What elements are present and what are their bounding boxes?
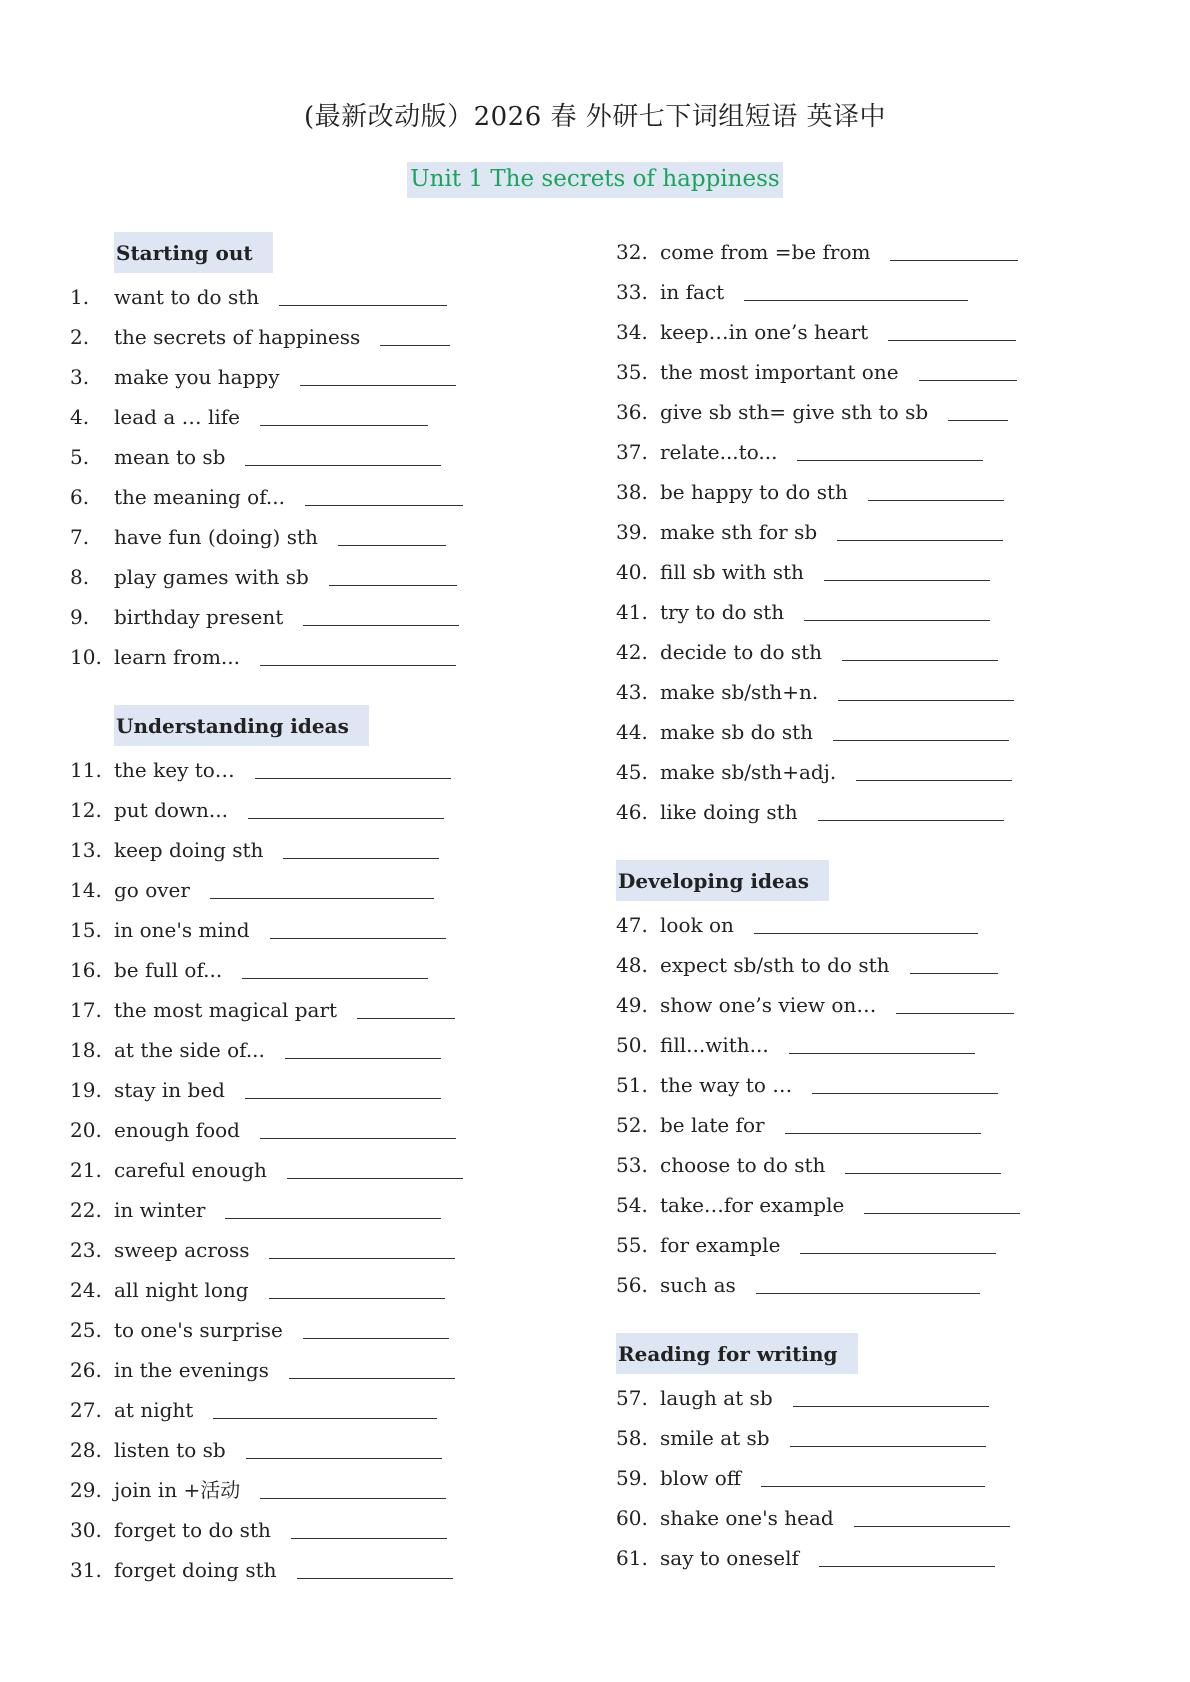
phrase-item — [70, 870, 550, 910]
answer-blank[interactable] — [854, 1500, 1010, 1527]
phrase-text: in one's mind — [114, 918, 250, 942]
phrase-text: the way to … — [660, 1073, 793, 1097]
unit-title-wrap — [0, 162, 1190, 198]
phrase-text: decide to do sth — [660, 640, 823, 664]
answer-blank[interactable] — [329, 559, 457, 586]
item-number: 3. — [70, 365, 90, 389]
phrase-item — [70, 517, 550, 557]
phrase-item — [70, 790, 550, 830]
answer-blank[interactable] — [888, 314, 1016, 341]
answer-blank[interactable] — [248, 792, 444, 819]
item-number: 41. — [616, 600, 648, 624]
answer-blank[interactable] — [338, 519, 446, 546]
phrase-item — [70, 357, 550, 397]
phrase-item — [616, 512, 1096, 552]
phrase-text: go over — [114, 878, 190, 902]
phrase-item — [616, 1498, 1096, 1538]
item-number: 33. — [616, 280, 648, 304]
phrase-item — [616, 592, 1096, 632]
answer-blank[interactable] — [260, 399, 428, 426]
answer-blank[interactable] — [289, 1352, 455, 1379]
answer-blank[interactable] — [357, 992, 455, 1019]
phrase-text: make sb/sth+adj. — [660, 760, 837, 784]
answer-blank[interactable] — [269, 1232, 455, 1259]
answer-blank[interactable] — [260, 639, 456, 666]
item-number: 51. — [616, 1073, 648, 1097]
answer-blank[interactable] — [948, 394, 1008, 421]
phrase-item — [616, 1105, 1096, 1145]
phrase-text: the secrets of happiness — [114, 325, 361, 349]
item-number: 39. — [616, 520, 648, 544]
answer-blank[interactable] — [297, 1552, 453, 1579]
phrase-text: say to oneself — [660, 1546, 799, 1570]
phrase-list — [70, 277, 550, 677]
answer-blank[interactable] — [300, 359, 456, 386]
item-number: 38. — [616, 480, 648, 504]
phrase-text: at the side of... — [114, 1038, 265, 1062]
item-number: 28. — [70, 1438, 102, 1462]
item-number: 54. — [616, 1193, 648, 1217]
answer-blank[interactable] — [245, 1072, 441, 1099]
answer-blank[interactable] — [283, 832, 439, 859]
phrase-item — [70, 397, 550, 437]
phrase-text: expect sb/sth to do sth — [660, 953, 890, 977]
phrase-text: like doing sth — [660, 800, 798, 824]
phrase-item — [616, 1538, 1096, 1578]
phrase-item — [70, 1270, 550, 1310]
phrase-item — [70, 1550, 550, 1590]
item-number: 56. — [616, 1273, 648, 1297]
answer-blank[interactable] — [303, 599, 459, 626]
phrase-item — [70, 950, 550, 990]
item-number: 36. — [616, 400, 648, 424]
phrase-item — [616, 672, 1096, 712]
phrase-item — [616, 1065, 1096, 1105]
phrase-item — [616, 1145, 1096, 1185]
phrase-text: the most magical part — [114, 998, 338, 1022]
answer-blank[interactable] — [754, 907, 978, 934]
answer-blank[interactable] — [919, 354, 1017, 381]
answer-blank[interactable] — [833, 714, 1009, 741]
section-reading-for-writing — [616, 1333, 1096, 1578]
answer-blank[interactable] — [819, 1540, 995, 1567]
phrase-text: show one’s view on… — [660, 993, 877, 1017]
phrase-list — [616, 1378, 1096, 1578]
phrase-item — [70, 1230, 550, 1270]
phrase-list — [616, 905, 1096, 1305]
item-number: 43. — [616, 680, 648, 704]
phrase-text: careful enough — [114, 1158, 267, 1182]
answer-blank[interactable] — [856, 754, 1012, 781]
phrase-item — [616, 352, 1096, 392]
phrase-text: make sb/sth+n. — [660, 680, 819, 704]
item-number: 11. — [70, 758, 102, 782]
item-number: 1. — [70, 285, 90, 309]
item-number: 44. — [616, 720, 648, 744]
item-number: 10. — [70, 645, 102, 669]
phrase-item — [70, 477, 550, 517]
answer-blank[interactable] — [761, 1460, 985, 1487]
item-number: 26. — [70, 1358, 102, 1382]
phrase-text: forget to do sth — [114, 1518, 271, 1542]
phrase-item — [616, 1418, 1096, 1458]
item-number: 5. — [70, 445, 90, 469]
answer-blank[interactable] — [890, 234, 1018, 261]
item-number: 24. — [70, 1278, 102, 1302]
phrase-text: in fact — [660, 280, 725, 304]
phrase-text: put down... — [114, 798, 228, 822]
item-number: 46. — [616, 800, 648, 824]
answer-blank[interactable] — [270, 912, 446, 939]
answer-blank[interactable] — [910, 947, 998, 974]
answer-blank[interactable] — [756, 1267, 980, 1294]
phrase-item — [70, 437, 550, 477]
phrase-text: have fun (doing) sth — [114, 525, 318, 549]
answer-blank[interactable] — [291, 1512, 447, 1539]
answer-blank[interactable] — [797, 434, 983, 461]
phrase-item — [616, 752, 1096, 792]
phrase-item — [70, 1070, 550, 1110]
phrase-item — [616, 1025, 1096, 1065]
item-number: 7. — [70, 525, 90, 549]
phrase-item — [616, 712, 1096, 752]
phrase-item — [70, 317, 550, 357]
phrase-item — [70, 597, 550, 637]
phrase-text: in the evenings — [114, 1358, 269, 1382]
phrase-item — [70, 1510, 550, 1550]
item-number: 6. — [70, 485, 90, 509]
phrase-text: laugh at sb — [660, 1386, 773, 1410]
item-number: 29. — [70, 1478, 102, 1502]
answer-blank[interactable] — [842, 634, 998, 661]
phrase-item — [616, 1225, 1096, 1265]
phrase-item — [616, 472, 1096, 512]
phrase-text: the key to… — [114, 758, 235, 782]
phrase-item — [70, 990, 550, 1030]
item-number: 55. — [616, 1233, 648, 1257]
item-number: 31. — [70, 1558, 102, 1582]
phrase-item — [70, 830, 550, 870]
phrase-text: keep…in one’s heart — [660, 320, 869, 344]
phrase-text: give sb sth= give sth to sb — [660, 400, 929, 424]
phrase-text: join in +活动 — [114, 1478, 241, 1502]
phrase-text: to one's surprise — [114, 1318, 283, 1342]
item-number: 21. — [70, 1158, 102, 1182]
phrase-item — [616, 1378, 1096, 1418]
item-number: 37. — [616, 440, 648, 464]
phrase-item — [616, 392, 1096, 432]
item-number: 25. — [70, 1318, 102, 1342]
phrase-text: try to do sth — [660, 600, 785, 624]
phrase-text: the meaning of... — [114, 485, 285, 509]
answer-blank[interactable] — [785, 1107, 981, 1134]
phrase-text: stay in bed — [114, 1078, 225, 1102]
item-number: 60. — [616, 1506, 648, 1530]
phrase-text: listen to sb — [114, 1438, 226, 1462]
phrase-text: at night — [114, 1398, 194, 1422]
phrase-item — [70, 750, 550, 790]
item-number: 8. — [70, 565, 90, 589]
item-number: 59. — [616, 1466, 648, 1490]
phrase-text: be full of... — [114, 958, 223, 982]
item-number: 47. — [616, 913, 648, 937]
answer-blank[interactable] — [225, 1192, 441, 1219]
item-number: 32. — [616, 240, 648, 264]
phrase-item — [70, 1030, 550, 1070]
item-number: 18. — [70, 1038, 102, 1062]
answer-blank[interactable] — [838, 674, 1014, 701]
answer-blank[interactable] — [285, 1032, 441, 1059]
item-number: 48. — [616, 953, 648, 977]
item-number: 49. — [616, 993, 648, 1017]
item-number: 40. — [616, 560, 648, 584]
item-number: 2. — [70, 325, 90, 349]
phrase-item — [70, 637, 550, 677]
phrase-text: all night long — [114, 1278, 249, 1302]
phrase-item — [70, 910, 550, 950]
phrase-item — [616, 1458, 1096, 1498]
answer-blank[interactable] — [864, 1187, 1020, 1214]
item-number: 13. — [70, 838, 102, 862]
answer-blank[interactable] — [260, 1472, 446, 1499]
section-continued — [616, 232, 1096, 832]
phrase-list — [70, 750, 550, 1590]
answer-blank[interactable] — [896, 987, 1014, 1014]
item-number: 42. — [616, 640, 648, 664]
phrase-text: take…for example — [660, 1193, 845, 1217]
phrase-list — [616, 232, 1096, 832]
phrase-item — [616, 312, 1096, 352]
item-number: 23. — [70, 1238, 102, 1262]
phrase-item — [616, 1185, 1096, 1225]
phrase-text: blow off — [660, 1466, 741, 1490]
answer-blank[interactable] — [380, 319, 450, 346]
phrase-text: make sth for sb — [660, 520, 818, 544]
phrase-text: want to do sth — [114, 285, 260, 309]
answer-blank[interactable] — [818, 794, 1004, 821]
phrase-text: be late for — [660, 1113, 765, 1137]
item-number: 12. — [70, 798, 102, 822]
item-number: 45. — [616, 760, 648, 784]
phrase-text: forget doing sth — [114, 1558, 277, 1582]
answer-blank[interactable] — [868, 474, 1004, 501]
phrase-text: relate...to... — [660, 440, 778, 464]
answer-blank[interactable] — [800, 1227, 996, 1254]
phrase-item — [616, 945, 1096, 985]
item-number: 58. — [616, 1426, 648, 1450]
phrase-item — [616, 432, 1096, 472]
phrase-item — [70, 557, 550, 597]
section-developing-ideas — [616, 860, 1096, 1305]
answer-blank[interactable] — [793, 1380, 989, 1407]
answer-blank[interactable] — [210, 872, 434, 899]
answer-blank[interactable] — [287, 1152, 463, 1179]
phrase-text: smile at sb — [660, 1426, 770, 1450]
item-number: 34. — [616, 320, 648, 344]
answer-blank[interactable] — [246, 1432, 442, 1459]
section-heading: Understanding ideas — [114, 705, 369, 746]
phrase-item — [70, 1350, 550, 1390]
phrase-text: fill...with... — [660, 1033, 769, 1057]
section-heading: Reading for writing — [616, 1333, 858, 1374]
item-number: 17. — [70, 998, 102, 1022]
phrase-item — [616, 792, 1096, 832]
phrase-item — [70, 277, 550, 317]
section-starting-out — [70, 232, 550, 677]
answer-blank[interactable] — [279, 279, 447, 306]
phrase-text: make you happy — [114, 365, 280, 389]
answer-blank[interactable] — [812, 1067, 998, 1094]
answer-blank[interactable] — [245, 439, 441, 466]
answer-blank[interactable] — [790, 1420, 986, 1447]
item-number: 20. — [70, 1118, 102, 1142]
answer-blank[interactable] — [255, 752, 451, 779]
phrase-item — [616, 632, 1096, 672]
phrase-text: learn from... — [114, 645, 240, 669]
phrase-text: come from =be from — [660, 240, 871, 264]
phrase-text: mean to sb — [114, 445, 226, 469]
phrase-item — [616, 905, 1096, 945]
phrase-text: for example — [660, 1233, 781, 1257]
left-column — [70, 232, 550, 1590]
item-number: 53. — [616, 1153, 648, 1177]
section-understanding-ideas — [70, 705, 550, 1590]
phrase-text: lead a … life — [114, 405, 240, 429]
answer-blank[interactable] — [789, 1027, 975, 1054]
phrase-item — [70, 1150, 550, 1190]
answer-blank[interactable] — [213, 1392, 437, 1419]
item-number: 61. — [616, 1546, 648, 1570]
item-number: 35. — [616, 360, 648, 384]
phrase-text: shake one's head — [660, 1506, 834, 1530]
phrase-item — [616, 1265, 1096, 1305]
phrase-item — [70, 1390, 550, 1430]
answer-blank[interactable] — [824, 554, 990, 581]
phrase-text: in winter — [114, 1198, 206, 1222]
phrase-item — [70, 1470, 550, 1510]
phrase-text: play games with sb — [114, 565, 309, 589]
item-number: 19. — [70, 1078, 102, 1102]
item-number: 30. — [70, 1518, 102, 1542]
answer-blank[interactable] — [845, 1147, 1001, 1174]
phrase-text: be happy to do sth — [660, 480, 848, 504]
phrase-text: keep doing sth — [114, 838, 264, 862]
phrase-item — [70, 1310, 550, 1350]
answer-blank[interactable] — [804, 594, 990, 621]
phrase-text: choose to do sth — [660, 1153, 826, 1177]
phrase-item — [616, 985, 1096, 1025]
phrase-item — [616, 552, 1096, 592]
item-number: 22. — [70, 1198, 102, 1222]
item-number: 57. — [616, 1386, 648, 1410]
phrase-item — [70, 1110, 550, 1150]
phrase-text: fill sb with sth — [660, 560, 804, 584]
answer-blank[interactable] — [242, 952, 428, 979]
phrase-text: birthday present — [114, 605, 284, 629]
phrase-text: enough food — [114, 1118, 240, 1142]
phrase-item — [70, 1430, 550, 1470]
answer-blank[interactable] — [744, 274, 968, 301]
answer-blank[interactable] — [260, 1112, 456, 1139]
item-number: 4. — [70, 405, 90, 429]
phrase-item — [616, 232, 1096, 272]
phrase-text: look on — [660, 913, 734, 937]
phrase-text: the most important one — [660, 360, 899, 384]
phrase-text: such as — [660, 1273, 736, 1297]
phrase-text: make sb do sth — [660, 720, 814, 744]
answer-blank[interactable] — [269, 1272, 445, 1299]
section-heading: Developing ideas — [616, 860, 829, 901]
item-number: 16. — [70, 958, 102, 982]
phrase-item — [70, 1190, 550, 1230]
item-number: 52. — [616, 1113, 648, 1137]
right-column — [616, 232, 1096, 1578]
item-number: 15. — [70, 918, 102, 942]
answer-blank[interactable] — [303, 1312, 449, 1339]
answer-blank[interactable] — [837, 514, 1003, 541]
phrase-item — [616, 272, 1096, 312]
item-number: 9. — [70, 605, 90, 629]
page-title: (最新改动版）2026 春 外研七下词组短语 英译中 — [303, 102, 887, 132]
item-number: 50. — [616, 1033, 648, 1057]
phrase-text: sweep across — [114, 1238, 250, 1262]
answer-blank[interactable] — [305, 479, 463, 506]
item-number: 27. — [70, 1398, 102, 1422]
unit-title: Unit 1 The secrets of happiness — [407, 162, 782, 198]
item-number: 14. — [70, 878, 102, 902]
section-heading: Starting out — [114, 232, 273, 273]
